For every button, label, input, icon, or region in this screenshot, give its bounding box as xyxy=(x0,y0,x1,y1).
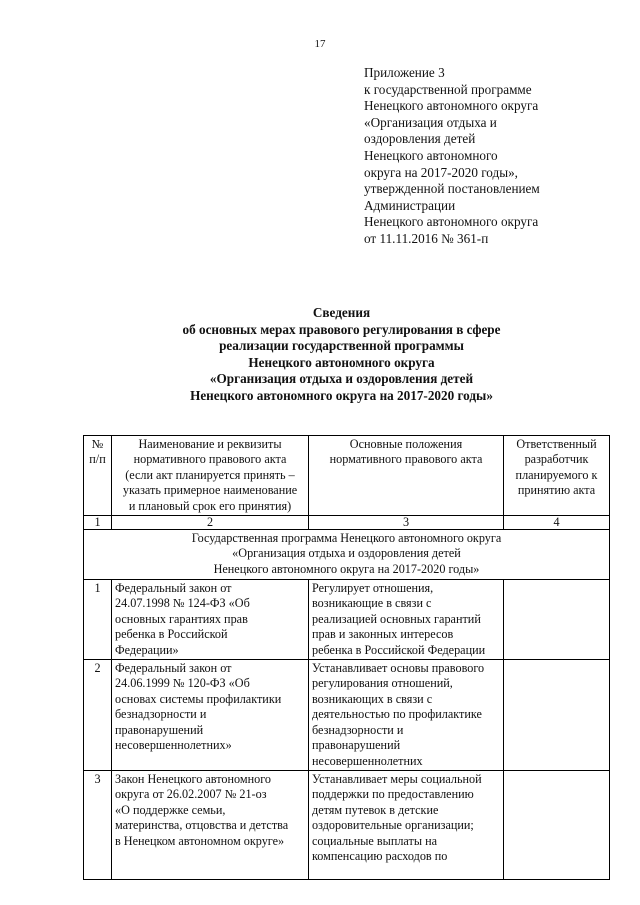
appendix-line: Ненецкого автономного округа xyxy=(364,214,539,230)
appendix-line: оздоровления детей xyxy=(364,131,476,147)
row-provisions: Устанавливает меры социальной поддержки по предоставлению детям путевок в детские оздоровительные организации; социальные выплаты на компенсацию расходов по xyxy=(309,770,504,879)
header-responsible: Ответственный разработчик планируемого к принятию акта xyxy=(504,436,610,516)
table-row xyxy=(84,580,610,660)
row-act: Закон Ненецкого автономного округа от 26.02.2007 № 21-оз «О поддержке семьи, материнства, отцовства и детства в Ненецком автономном округе» xyxy=(112,770,309,879)
document-title xyxy=(60,305,623,405)
column-number: 1 xyxy=(84,516,112,530)
title-line: об основных мерах правового регулирования в сфере xyxy=(182,321,501,337)
table-row xyxy=(84,770,610,879)
appendix-note xyxy=(364,65,614,248)
appendix-line: Ненецкого автономного округа xyxy=(364,98,539,114)
measures-table xyxy=(83,435,610,880)
appendix-line: к государственной программе xyxy=(364,81,532,97)
column-number-row xyxy=(84,516,610,530)
row-number: 2 xyxy=(84,660,112,771)
row-number: 3 xyxy=(84,770,112,879)
column-number: 2 xyxy=(112,516,309,530)
table-row xyxy=(84,660,610,771)
row-provisions: Регулирует отношения, возникающие в связи с реализацией основных гарантий прав и законных интересов ребенка в Российской Федерации xyxy=(309,580,504,660)
program-title-cell: Государственная программа Ненецкого автономного округа «Организация отдыха и оздоровления детей Ненецкого автономного округа на 2017-2020 годы» xyxy=(84,530,610,580)
row-provisions: Устанавливает основы правового регулирования отношений, возникающих в связи с деятельностью по профилактике безнадзорности и правонарушений несовершеннолетних xyxy=(309,660,504,771)
title-line: реализации государственной программы xyxy=(219,338,464,354)
header-number: № п/п xyxy=(84,436,112,516)
table-header-row xyxy=(84,436,610,516)
appendix-line: Приложение 3 xyxy=(364,65,445,80)
title-line: Сведения xyxy=(312,305,371,320)
title-line: Ненецкого автономного округа xyxy=(248,354,435,370)
appendix-line: утвержденной постановлением xyxy=(364,181,540,197)
title-line: Ненецкого автономного округа на 2017-2020 годы» xyxy=(190,387,493,403)
row-act: Федеральный закон от 24.06.1999 № 120-ФЗ «Об основах системы профилактики безнадзорности и правонарушений несовершеннолетних» xyxy=(112,660,309,771)
row-responsible xyxy=(504,660,610,771)
program-row xyxy=(84,530,610,580)
header-provisions: Основные положения нормативного правового акта xyxy=(309,436,504,516)
appendix-line: Администрации xyxy=(364,197,456,213)
page-number: 17 xyxy=(314,38,326,50)
column-number: 4 xyxy=(504,516,610,530)
row-responsible xyxy=(504,580,610,660)
row-responsible xyxy=(504,770,610,879)
appendix-line: «Организация отдыха и xyxy=(364,114,497,130)
appendix-line: округа на 2017-2020 годы», xyxy=(364,164,518,180)
column-number: 3 xyxy=(309,516,504,530)
title-line: «Организация отдыха и оздоровления детей xyxy=(209,371,474,387)
row-act: Федеральный закон от 24.07.1998 № 124-ФЗ «Об основных гарантиях прав ребенка в Российской Федерации» xyxy=(112,580,309,660)
appendix-line: Ненецкого автономного xyxy=(364,147,498,163)
row-number: 1 xyxy=(84,580,112,660)
appendix-line: от 11.11.2016 № 361-п xyxy=(364,230,489,246)
header-act-name: Наименование и реквизиты нормативного правового акта (если акт планируется принять – указать примерное наименование и плановый срок его принятия) xyxy=(112,436,309,516)
